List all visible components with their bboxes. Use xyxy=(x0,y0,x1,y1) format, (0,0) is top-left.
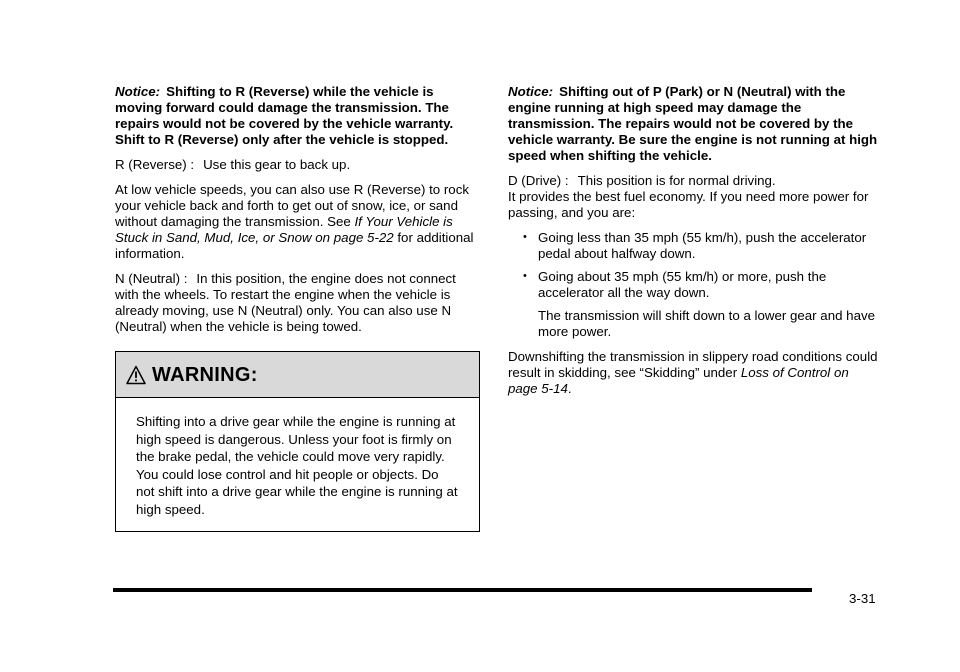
drive-text-1: This position is for normal driving. xyxy=(577,173,776,188)
page-number: 3-31 xyxy=(849,591,876,606)
warning-header xyxy=(116,352,479,398)
rock-text-before: At low vehicle speeds, you can also use R (Reverse) to rock your vehicle back and forth to get out of snow, ice, or sand without damaging the transmission. See xyxy=(115,182,470,229)
footer-rule xyxy=(113,588,812,592)
notice-label: Notice: xyxy=(115,84,161,99)
neutral-paragraph xyxy=(115,271,480,335)
drive-paragraph xyxy=(508,173,880,221)
list-item: • Going less than 35 mph (55 km/h), push the accelerator pedal about halfway down. xyxy=(508,230,880,262)
neutral-text: In this position, the engine does not connect with the wheels. To restart the engine when the vehicle is already moving, use N (Neutral) only. You can also use N (Neutral) when the vehicle is being towed. xyxy=(115,271,456,334)
warning-title: WARNING: xyxy=(152,363,258,386)
reverse-paragraph xyxy=(115,157,480,173)
rock-text-after: for additional information. xyxy=(115,230,474,261)
right-column xyxy=(508,84,880,406)
notice-text: Shifting out of P (Park) or N (Neutral) with the engine running at high speed may damage the transmission. The repairs would not be covered by the vehicle warranty. Be sure the engine is not running at high speed when shifting the vehicle. xyxy=(508,84,878,163)
shift-down-paragraph: The transmission will shift down to a lower gear and have more power. xyxy=(538,308,876,339)
reverse-term: R (Reverse) : xyxy=(115,157,195,172)
downshift-text-after: . xyxy=(567,381,572,396)
notice-text: Shifting to R (Reverse) while the vehicle is moving forward could damage the transmission. The repairs would not be covered by the vehicle warranty. Shift to R (Reverse) only after the vehicle is stopped. xyxy=(115,84,454,147)
stuck-vehicle-link[interactable]: If Your Vehicle is Stuck in Sand, Mud, Ice, or Snow on page 5-22 xyxy=(115,214,453,245)
downshift-text-before: Downshifting the transmission in slippery road conditions could result in skidding, see “Skidding” under xyxy=(508,349,878,380)
speed-bullet-list xyxy=(508,230,880,301)
notice-label: Notice: xyxy=(508,84,554,99)
loss-of-control-link[interactable]: Loss of Control on page 5-14 xyxy=(508,365,849,396)
left-column xyxy=(115,84,480,532)
warning-triangle-icon xyxy=(126,365,146,385)
notice-reverse xyxy=(115,84,480,148)
drive-text-2: It provides the best fuel economy. If you need more power for passing, and you are: xyxy=(508,189,869,220)
warning-box xyxy=(115,351,480,532)
neutral-term: N (Neutral) : xyxy=(115,271,188,286)
notice-park xyxy=(508,84,880,164)
reverse-text: Use this gear to back up. xyxy=(203,157,351,172)
list-item: • Going about 35 mph (55 km/h) or more, push the accelerator all the way down. xyxy=(508,269,880,301)
rock-vehicle-paragraph xyxy=(115,182,480,262)
drive-term: D (Drive) : xyxy=(508,173,569,188)
warning-body: Shifting into a drive gear while the engine is running at high speed is dangerous. Unless your foot is firmly on the brake pedal, the vehicle could move very rapidly. You could lose control and hit people or objects. Do not shift into a drive gear while the engine is running at high speed. xyxy=(136,414,458,517)
downshift-paragraph xyxy=(508,349,880,397)
